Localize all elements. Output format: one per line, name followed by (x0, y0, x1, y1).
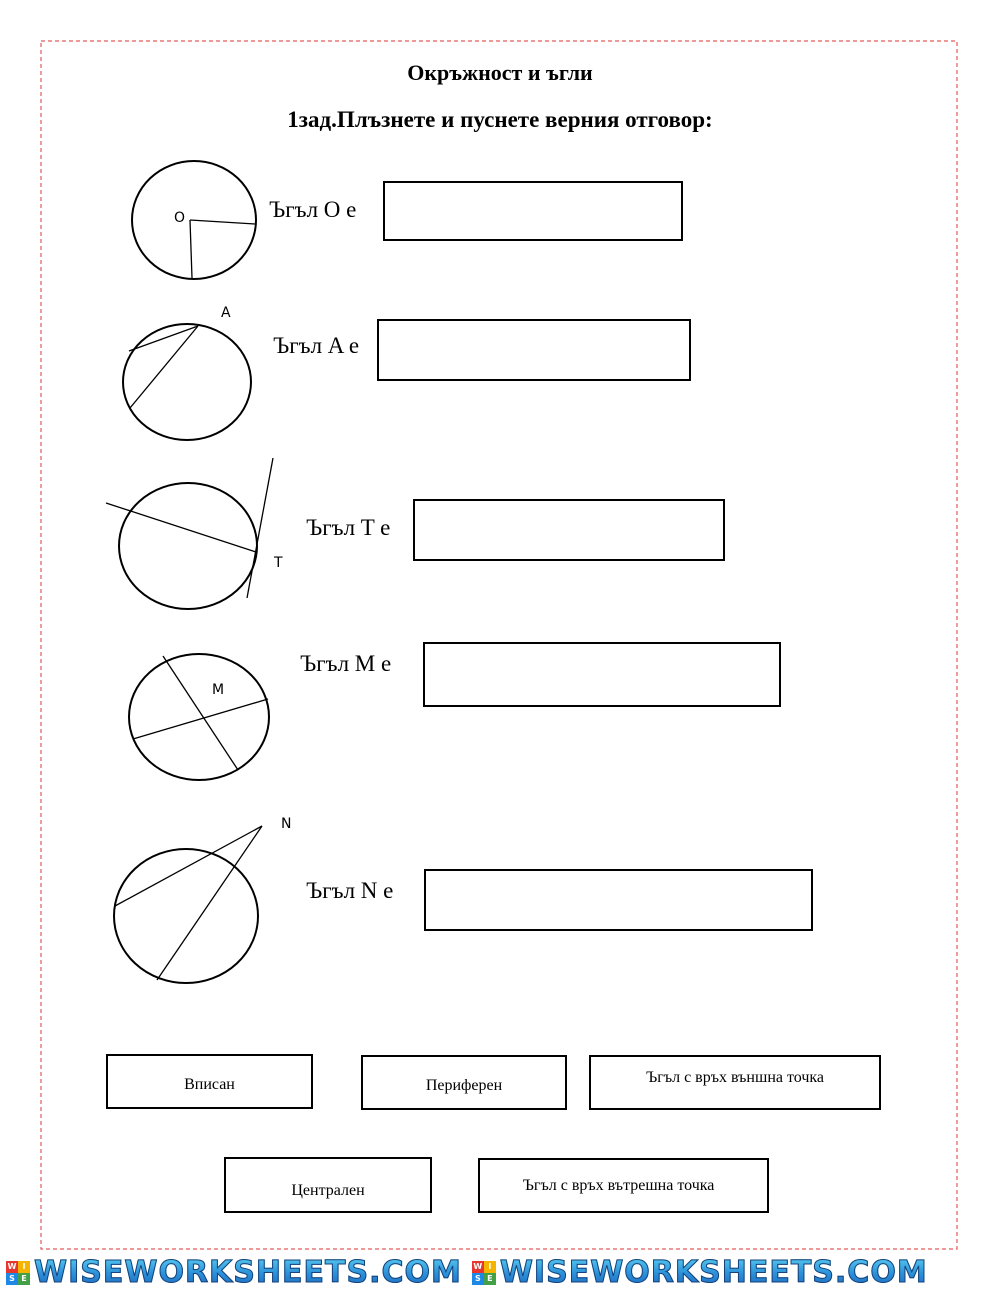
question-label-n: Ъгъл N е (306, 878, 394, 903)
page-title: Окръжност и ъгли (407, 60, 593, 85)
point-label-m: M (212, 682, 225, 698)
drop-zone-n[interactable] (424, 869, 813, 931)
answer-option-vpisan[interactable]: Вписан (106, 1054, 313, 1109)
diagram-central-angle (132, 161, 256, 279)
task-instruction: 1зад.Плъзнете и пуснете верния отговор: (287, 107, 713, 132)
point-label-o: O (174, 210, 186, 226)
answer-option-external-point[interactable]: Ъгъл с връх външна точка (589, 1055, 881, 1110)
answer-option-centralen[interactable]: Централен (224, 1157, 432, 1213)
logo-badge: W I S E (472, 1261, 496, 1285)
logo-text: WISEWORKSHEETS.COM (34, 1255, 462, 1290)
drop-zone-t[interactable] (413, 499, 725, 561)
question-label-m: Ъгъл M е (300, 651, 392, 676)
diagram-inscribed-angle (123, 324, 251, 440)
diagram-peripheral-angle (106, 458, 273, 609)
answer-option-periferen[interactable]: Периферен (361, 1055, 567, 1110)
question-label-a: Ъгъл A е (273, 333, 360, 358)
footer-branding (0, 1254, 1000, 1291)
drop-zone-a[interactable] (377, 319, 691, 381)
point-label-t: T (274, 555, 283, 571)
drop-zone-m[interactable] (423, 642, 781, 707)
logo-badge: W I S E (6, 1261, 30, 1285)
point-label-a: A (221, 305, 231, 321)
answer-option-internal-point[interactable]: Ъгъл с връх вътрешна точка (478, 1158, 769, 1213)
logo-text: WISEWORKSHEETS.COM (499, 1255, 928, 1290)
question-label-o: Ъгъл O е (269, 197, 357, 222)
point-label-n: N (281, 816, 292, 832)
drop-zone-o[interactable] (383, 181, 683, 241)
question-label-t: Ъгъл T е (306, 515, 391, 540)
diagram-exterior-angle (114, 826, 262, 983)
diagram-interior-angle (129, 654, 269, 780)
